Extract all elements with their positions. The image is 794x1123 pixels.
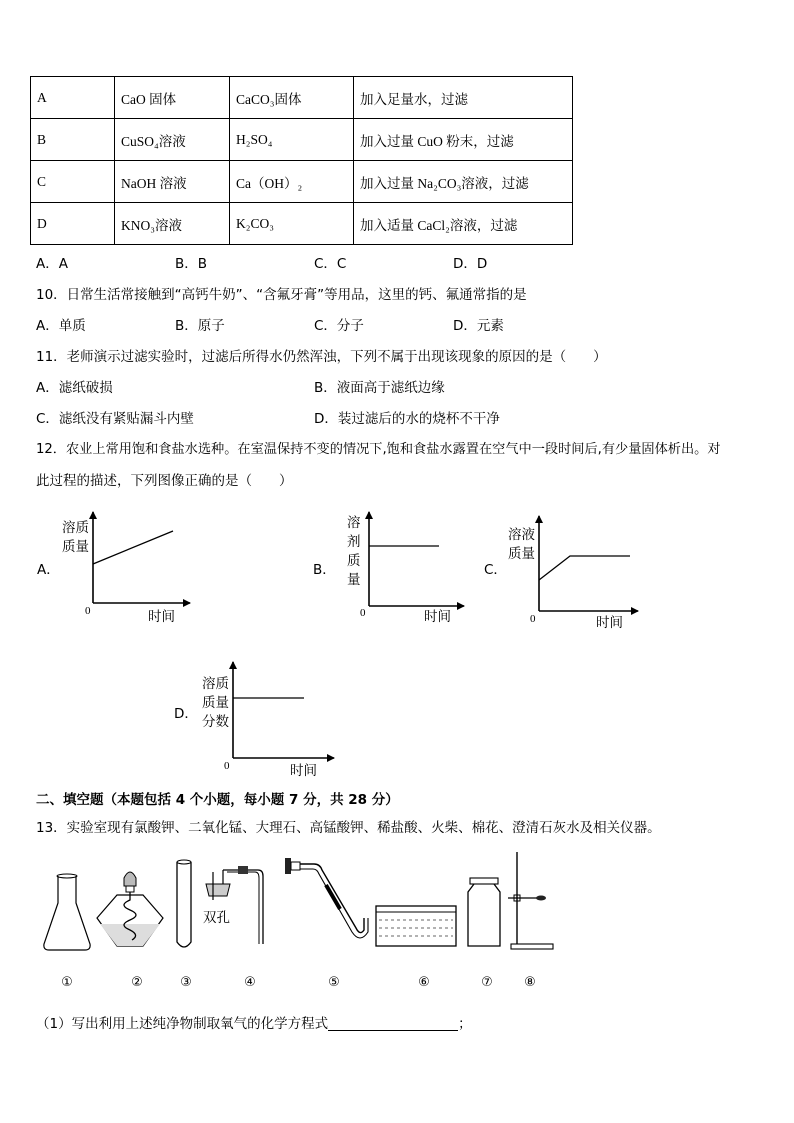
q11-option-d: D．装过滤后的水的烧杯不干净 (314, 411, 500, 427)
q12-graphs (0, 500, 794, 785)
graph-d (174, 662, 334, 779)
table-cell-letter: A (31, 77, 115, 119)
table-cell-impurity: H₂SO₄ (230, 119, 354, 161)
apparatus-number-4: ④ (244, 975, 256, 990)
graph-a-curve (93, 531, 173, 564)
gas-bottle-icon (468, 878, 500, 946)
test-tube-icon (177, 860, 191, 947)
apparatus-number-6: ⑥ (418, 975, 430, 990)
graph-b-ylabel-4: 量 (347, 572, 361, 588)
graph-a-letter: A． (37, 562, 60, 578)
graph-a (37, 512, 190, 625)
graph-d-xlabel: 时间 (290, 763, 317, 779)
graph-b-ylabel-2: 剂 (347, 534, 361, 550)
graph-d-letter: D． (174, 706, 198, 722)
graph-b-xlabel: 时间 (424, 609, 451, 625)
table-cell-letter: D (31, 203, 115, 245)
graph-c-letter: C． (484, 562, 507, 578)
table-cell-mixture: NaOH 溶液 (115, 161, 230, 203)
section-2-heading: 二、填空题（本题包括 4 个小题，每小题 7 分，共 28 分） (36, 792, 399, 808)
table-cell-letter: B (31, 119, 115, 161)
q9-option-b: B．B (175, 256, 208, 272)
graph-a-origin: 0 (85, 605, 91, 617)
q9-option-d: D．D (453, 256, 488, 272)
graph-a-xlabel: 时间 (148, 609, 175, 625)
table-row (31, 119, 573, 161)
graph-b-origin: 0 (360, 607, 366, 619)
q9-option-a: A．A (36, 256, 68, 272)
table-cell-mixture: KNO₃溶液 (115, 203, 230, 245)
graph-d-ylabel-3: 分数 (202, 714, 229, 730)
graph-c-ylabel-1: 溶液 (508, 527, 535, 543)
q11-option-b: B．液面高于滤纸边缘 (314, 380, 445, 396)
q12-stem-line2: 此过程的描述，下列图像正确的是（ ） (36, 473, 293, 489)
q10-option-c: C．分子 (314, 318, 364, 334)
table-cell-method: 加入过量 Na₂CO₃溶液，过滤 (354, 161, 573, 203)
graph-b-ylabel-1: 溶 (347, 515, 361, 531)
graph-c (484, 516, 638, 631)
stopper-label: 双孔 (203, 910, 230, 926)
graph-a-ylabel-1: 溶质 (62, 520, 89, 536)
apparatus-number-8: ⑧ (524, 975, 536, 990)
apparatus-number-5: ⑤ (328, 975, 340, 990)
apparatus-number-1: ① (61, 975, 73, 990)
table-cell-impurity: CaCO₃固体 (230, 77, 354, 119)
apparatus-illustration (0, 840, 794, 1000)
q12-stem-line1: 12．农业上常用饱和食盐水选种。在室温保持不变的情况下,饱和食盐水露置在空气中一段时间后,有少量固体析出。对 (36, 442, 721, 457)
table-cell-mixture: CuSO₄溶液 (115, 119, 230, 161)
answer-blank[interactable] (328, 1016, 458, 1031)
graph-d-origin: 0 (224, 760, 230, 772)
options-table (30, 76, 573, 245)
iron-stand-icon (508, 852, 553, 949)
alcohol-lamp-icon (97, 872, 163, 946)
q10-option-b: B．原子 (175, 318, 225, 334)
apparatus-number-7: ⑦ (481, 975, 493, 990)
q13-sub1-label: （1）写出利用上述纯净物制取氧气的化学方程式 (36, 1016, 329, 1032)
q13-stem: 13．实验室现有氯酸钾、二氧化锰、大理石、高锰酸钾、稀盐酸、火柴、棉花、澄清石灰水及相关仪器。 (36, 820, 661, 836)
table-row (31, 161, 573, 203)
graph-b-letter: B． (313, 562, 336, 578)
q11-option-c: C．滤纸没有紧贴漏斗内壁 (36, 411, 194, 427)
graph-c-origin: 0 (530, 613, 536, 625)
graph-d-ylabel-1: 溶质 (202, 676, 229, 692)
q11-option-a: A．滤纸破损 (36, 380, 113, 396)
apparatus-number-2: ② (131, 975, 143, 990)
table-row (31, 203, 573, 245)
q13-sub1-tail: ； (458, 1016, 472, 1032)
graph-d-ylabel-2: 质量 (202, 695, 229, 711)
table-cell-method: 加入过量 CuO 粉末，过滤 (354, 119, 573, 161)
water-trough-icon (376, 906, 456, 946)
q13-sub1 (36, 1012, 472, 1032)
q10-option-a: A．单质 (36, 318, 86, 334)
graph-a-ylabel-2: 质量 (62, 539, 89, 555)
graph-b (313, 512, 464, 625)
two-hole-stopper-icon (203, 866, 263, 944)
delivery-tube-icon (285, 858, 368, 938)
graph-c-curve (539, 556, 630, 580)
q10-stem: 10．日常生活常接触到“高钙牛奶”、“含氟牙膏”等用品，这里的钙、氟通常指的是 (36, 287, 527, 303)
graph-c-ylabel-2: 质量 (508, 546, 535, 562)
graph-b-ylabel-3: 质 (347, 553, 361, 569)
apparatus-number-3: ③ (180, 975, 192, 990)
table-cell-mixture: CaO 固体 (115, 77, 230, 119)
table-cell-method: 加入足量水，过滤 (354, 77, 573, 119)
q10-option-d: D．元素 (453, 318, 504, 334)
q9-option-c: C．C (314, 256, 347, 272)
table-cell-impurity: Ca（OH）₂ (230, 161, 354, 203)
q11-stem: 11．老师演示过滤实验时，过滤后所得水仍然浑浊，下列不属于出现该现象的原因的是（ ） (36, 349, 607, 365)
table-row (31, 77, 573, 119)
table-cell-impurity: K₂CO₃ (230, 203, 354, 245)
conical-flask-icon (44, 874, 90, 950)
table-cell-method: 加入适量 CaCl₂溶液，过滤 (354, 203, 573, 245)
graph-c-xlabel: 时间 (596, 615, 623, 631)
table-cell-letter: C (31, 161, 115, 203)
